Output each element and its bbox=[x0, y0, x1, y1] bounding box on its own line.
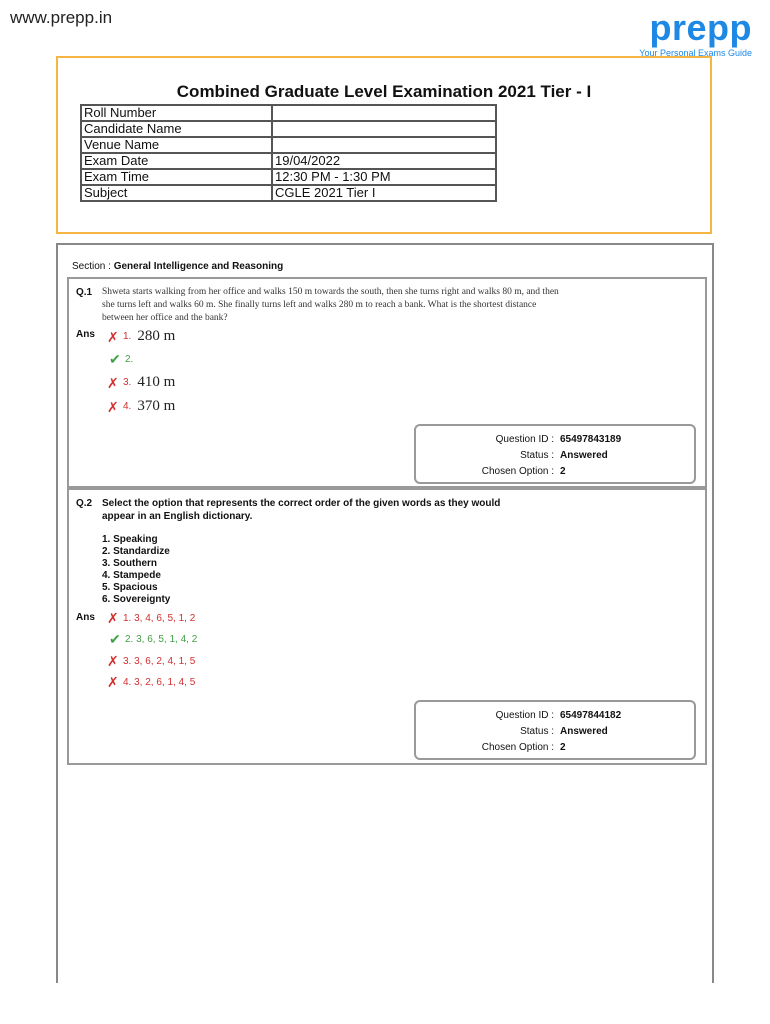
cross-icon: ✗ bbox=[107, 398, 119, 415]
question-text-line: appear in an English dictionary. bbox=[102, 511, 253, 522]
status-label: Status : bbox=[520, 726, 554, 737]
info-value: 12:30 PM - 1:30 PM bbox=[272, 169, 496, 185]
info-row bbox=[81, 137, 496, 153]
info-value bbox=[272, 121, 496, 137]
info-row bbox=[81, 153, 496, 169]
question-number: Q.2 bbox=[76, 498, 93, 509]
info-key: Candidate Name bbox=[81, 121, 272, 137]
question-text-line: between her office and the bank? bbox=[102, 313, 228, 323]
question-meta-box bbox=[414, 700, 696, 760]
word-item: 6. Sovereignty bbox=[102, 594, 171, 605]
option-label: 1. bbox=[123, 331, 132, 342]
question-text-line: Shweta starts walking from her office and walks 150 m towards the south, then she turns right and walks 80 m, and then bbox=[102, 287, 559, 297]
option-1[interactable] bbox=[107, 611, 195, 625]
option-label: 3. bbox=[123, 655, 132, 667]
option-4[interactable] bbox=[107, 675, 195, 689]
question-text bbox=[102, 286, 559, 325]
info-row bbox=[81, 185, 496, 201]
option-value: 3, 6, 2, 4, 1, 5 bbox=[134, 655, 196, 667]
check-icon: ✔ bbox=[109, 351, 121, 367]
option-value: 280 m bbox=[137, 328, 176, 344]
section-name: General Intelligence and Reasoning bbox=[113, 261, 284, 272]
info-value: 19/04/2022 bbox=[272, 153, 496, 169]
word-item: 5. Spacious bbox=[102, 582, 158, 593]
answer-label: Ans bbox=[76, 612, 95, 623]
check-icon: ✔ bbox=[109, 631, 121, 647]
question-card-2 bbox=[67, 488, 707, 765]
option-2[interactable] bbox=[109, 352, 139, 366]
option-1[interactable] bbox=[107, 328, 175, 345]
question-text-line: she turns left and walks 60 m. She finally turns left and walks 280 m to reach a bank. What is the shortest distance bbox=[102, 300, 537, 310]
status-value: Answered bbox=[560, 726, 608, 737]
info-key: Venue Name bbox=[81, 137, 272, 153]
word-item: 3. Southern bbox=[102, 558, 158, 569]
cross-icon: ✗ bbox=[107, 374, 119, 391]
exam-title: Combined Graduate Level Examination 2021 Tier - I bbox=[176, 82, 592, 101]
chosen-option-label: Chosen Option : bbox=[481, 466, 554, 477]
option-2[interactable] bbox=[109, 632, 197, 646]
info-row bbox=[81, 121, 496, 137]
section-label: Section : bbox=[72, 261, 114, 272]
info-value bbox=[272, 105, 496, 121]
status-value: Answered bbox=[560, 450, 608, 461]
option-value: 370 m bbox=[137, 398, 176, 414]
info-key: Exam Date bbox=[81, 153, 272, 169]
option-value: 3, 4, 6, 5, 1, 2 bbox=[134, 612, 196, 624]
option-value: 3, 2, 6, 1, 4, 5 bbox=[134, 676, 196, 688]
status-label: Status : bbox=[520, 450, 554, 461]
word-item: 4. Stampede bbox=[102, 570, 161, 581]
option-label: 4. bbox=[123, 676, 132, 688]
response-sheet-box bbox=[56, 243, 714, 983]
info-value: CGLE 2021 Tier I bbox=[272, 185, 496, 201]
option-label: 2. bbox=[125, 633, 134, 645]
option-label: 1. bbox=[123, 612, 132, 624]
option-value: 3, 6, 5, 1, 4, 2 bbox=[136, 633, 198, 645]
question-id-label: Question ID : bbox=[495, 434, 554, 445]
section-heading bbox=[72, 261, 283, 272]
question-text bbox=[102, 497, 500, 523]
info-row bbox=[81, 105, 496, 121]
logo-tagline: Your Personal Exams Guide bbox=[639, 48, 752, 58]
chosen-option-label: Chosen Option : bbox=[481, 742, 554, 753]
question-id-value: 65497844182 bbox=[560, 710, 622, 721]
option-label: 3. bbox=[123, 377, 132, 388]
cross-icon: ✗ bbox=[107, 610, 119, 626]
chosen-option-value: 2 bbox=[560, 742, 566, 753]
info-value bbox=[272, 137, 496, 153]
chosen-option-value: 2 bbox=[560, 466, 566, 477]
question-id-label: Question ID : bbox=[495, 710, 554, 721]
candidate-info-table bbox=[80, 104, 497, 202]
word-item: 2. Standardize bbox=[102, 546, 170, 557]
word-list bbox=[102, 534, 170, 606]
site-url[interactable]: www.prepp.in bbox=[10, 8, 113, 27]
question-meta-box bbox=[414, 424, 696, 484]
logo-word: prepp bbox=[649, 7, 752, 48]
exam-header-box bbox=[56, 56, 712, 234]
option-value: 410 m bbox=[137, 374, 176, 390]
question-id-value: 65497843189 bbox=[560, 434, 622, 445]
question-number: Q.1 bbox=[76, 287, 93, 298]
option-3[interactable] bbox=[107, 654, 195, 668]
option-label: 2. bbox=[125, 353, 134, 365]
option-4[interactable] bbox=[107, 398, 175, 415]
cross-icon: ✗ bbox=[107, 328, 119, 345]
cross-icon: ✗ bbox=[107, 674, 119, 690]
cross-icon: ✗ bbox=[107, 653, 119, 669]
question-card-1 bbox=[67, 277, 707, 488]
info-key: Roll Number bbox=[81, 105, 272, 121]
info-key: Subject bbox=[81, 185, 272, 201]
info-row bbox=[81, 169, 496, 185]
answer-label: Ans bbox=[76, 329, 95, 340]
word-item: 1. Speaking bbox=[102, 534, 158, 545]
info-key: Exam Time bbox=[81, 169, 272, 185]
option-3[interactable] bbox=[107, 374, 175, 391]
question-text-line: Select the option that represents the correct order of the given words as they would bbox=[102, 498, 501, 509]
option-label: 4. bbox=[123, 401, 132, 412]
